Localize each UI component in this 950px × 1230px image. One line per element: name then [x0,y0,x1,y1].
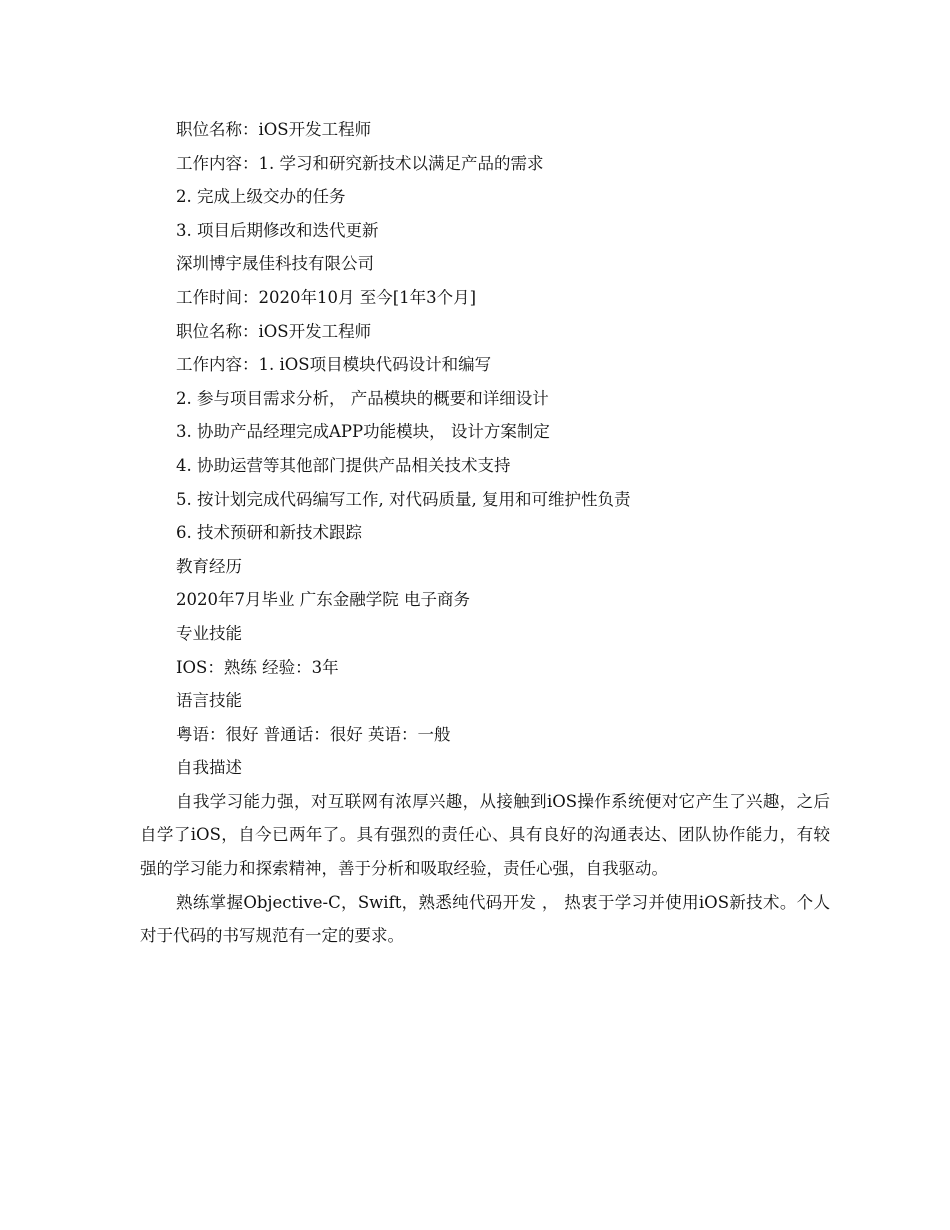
work-period: 工作时间：2020年10月 至今[1年3个月] [176,287,477,307]
skill-entry: IOS：熟练 经验：3年 [176,657,339,677]
job-content-item: 5. 按计划完成代码编写工作, 对代码质量, 复用和可维护性负责 [176,489,631,509]
section-heading-self-description: 自我描述 [176,758,242,778]
job-title-line-2: 职位名称：iOS开发工程师 [176,321,372,341]
job-content-item: 6. 技术预研和新技术跟踪 [176,523,362,543]
job-content-item: 3. 协助产品经理完成APP功能模块， 设计方案制定 [176,422,550,442]
section-heading-education: 教育经历 [176,556,242,576]
self-description-paragraph-2: 熟练掌握Objective-C，Swift，熟悉纯代码开发 ， 热衷于学习并使用iOS新技术。个人对于代码的书写规范有一定的要求。 [140,892,830,946]
job-title-line-1: 职位名称：iOS开发工程师 [176,120,372,139]
language-entry: 粤语：很好 普通话：很好 英语：一般 [176,724,451,744]
document-body [140,113,830,953]
section-heading-languages: 语言技能 [176,691,242,711]
job-content-item: 4. 协助运营等其他部门提供产品相关技术支持 [176,455,511,475]
education-entry: 2020年7月毕业 广东金融学院 电子商务 [176,590,470,610]
section-heading-skills: 专业技能 [176,623,242,643]
self-description-paragraph-1: 自我学习能力强，对互联网有浓厚兴趣，从接触到iOS操作系统便对它产生了兴趣，之后自学了iOS，自今已两年了。具有强烈的责任心、具有良好的沟通表达、团队协作能力，有较强的学习能力和探索精神，善于分析和吸取经验，责任心强，自我驱动。 [140,791,830,879]
job-content-line-1: 工作内容：1. 学习和研究新技术以满足产品的需求 [176,153,544,173]
job-content-line-2: 工作内容：1. iOS项目模块代码设计和编写 [176,355,492,375]
job-content-item: 2. 参与项目需求分析， 产品模块的概要和详细设计 [176,388,549,408]
company-name: 深圳博宇晟佳科技有限公司 [176,254,374,274]
job-content-item: 2. 完成上级交办的任务 [176,187,346,207]
job-content-item: 3. 项目后期修改和迭代更新 [176,220,379,240]
